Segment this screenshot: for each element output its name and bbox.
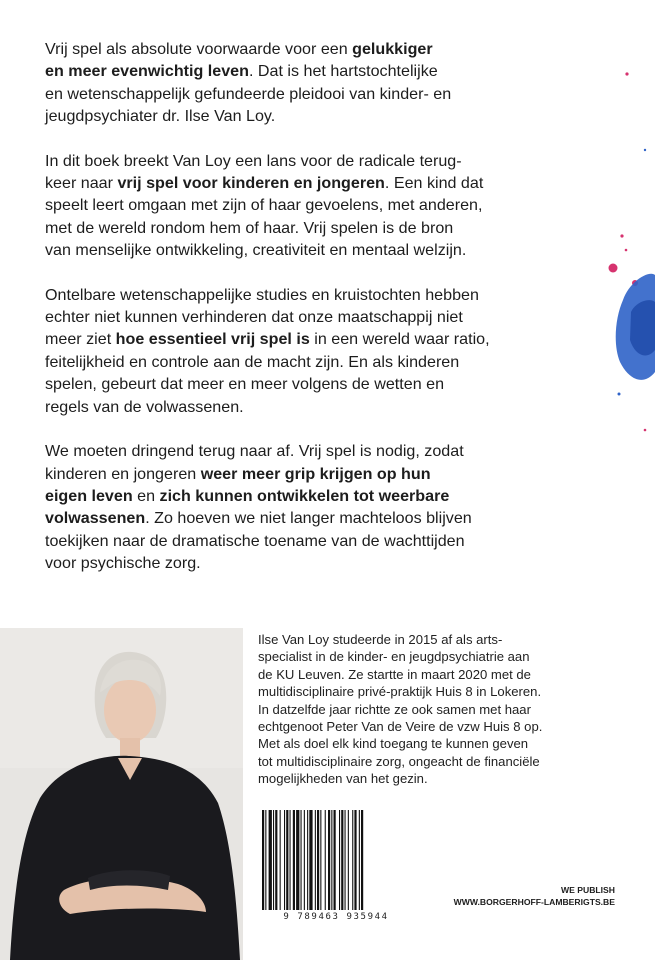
text: voor psychische zorg.: [45, 554, 201, 573]
text: feitelijkheid en controle aan de macht zijn. En als kinderen: [45, 352, 460, 371]
barcode-bar: [341, 810, 343, 910]
barcode-bar: [265, 810, 266, 910]
bold-text: en meer evenwichtig leven: [45, 62, 249, 81]
bio-line: Ilse Van Loy studeerde in 2015 af als arts-: [258, 632, 503, 647]
author-photo: [0, 628, 243, 960]
text: speelt leert omgaan met zijn of haar gevoelens, met anderen,: [45, 196, 483, 215]
barcode-bar: [273, 810, 274, 910]
barcode-bar: [315, 810, 316, 910]
barcode-bar: [284, 810, 285, 910]
bio-line: echtgenoot Peter Van de Veire de vzw Huis 8 op.: [258, 719, 543, 735]
text: meer ziet: [45, 330, 116, 349]
barcode-bar: [269, 810, 272, 910]
bio-line: de KU Leuven. Ze startte in maart 2020 met de: [258, 666, 531, 682]
barcode: [258, 808, 414, 912]
barcode-bar: [359, 810, 360, 910]
barcode-bar: [275, 810, 277, 910]
barcode-bar: [320, 810, 321, 910]
barcode-bar: [296, 810, 299, 910]
blurb-paragraph-1: [45, 38, 605, 128]
barcode-bar: [361, 810, 363, 910]
text: jeugdpsychiater dr. Ilse Van Loy.: [45, 107, 276, 126]
text: en wetenschappelijk gefundeerde pleidooi van kinder- en: [45, 84, 452, 103]
isbn-number: 9 789463 935944: [283, 912, 389, 922]
publisher-info: [454, 884, 615, 908]
barcode-bar: [339, 810, 340, 910]
text: regels van de volwassenen.: [45, 397, 244, 416]
back-cover-blurb: [45, 38, 605, 597]
bold-text: gelukkiger: [352, 40, 433, 58]
barcode-bar: [345, 810, 346, 910]
bold-text: weer meer grip krijgen op hun: [200, 464, 431, 483]
text: echter niet kunnen verhinderen dat onze maatschappij niet: [45, 308, 463, 327]
bold-text: vrij spel voor kinderen en jongeren: [117, 174, 385, 193]
text: . Een kind dat: [384, 174, 484, 193]
text: kinderen en jongeren: [45, 464, 201, 483]
bold-text: hoe essentieel vrij spel is: [115, 330, 310, 349]
bio-line: tot multidisciplinaire zorg, ongeacht de financiële: [258, 753, 540, 769]
bold-text: zich kunnen ontwikkelen tot weerbare: [159, 486, 450, 505]
barcode-bar: [317, 810, 319, 910]
barcode-bar: [328, 810, 330, 910]
barcode-bar: [334, 810, 336, 910]
text: We moeten dringend terug naar af. Vrij spel is nodig, zodat: [45, 442, 464, 461]
blurb-paragraph-4: [45, 440, 605, 574]
text: . Dat is het hartstochtelijke: [248, 62, 438, 81]
barcode-bar: [348, 810, 349, 910]
barcode-bar: [293, 810, 295, 910]
text: spelen, gebeurt dat meer en meer volgens de wetten en: [45, 375, 445, 394]
text: en: [132, 486, 160, 505]
text: In dit boek breekt Van Loy een lans voor de radicale terug-: [45, 151, 462, 170]
bio-line: In datzelfde jaar richtte ze ook samen met haar: [258, 701, 531, 717]
barcode-bar: [262, 810, 264, 910]
bio-line: multidisciplinaire privé-praktijk Huis 8 in Lokeren.: [258, 684, 542, 700]
publisher-website: WWW.BORGERHOFF-LAMBERIGTS.BE: [453, 897, 615, 907]
barcode-bar: [280, 810, 281, 910]
bold-text: volwassenen: [45, 509, 146, 528]
text: met de wereld rondom hem of haar. Vrij spelen is de bron: [45, 218, 454, 237]
barcode-bar: [286, 810, 288, 910]
barcode-bar: [307, 810, 308, 910]
publisher-tagline: WE PUBLISH: [561, 885, 615, 895]
author-bio: [258, 631, 638, 788]
barcode-bar: [309, 810, 312, 910]
barcode-bar: [325, 810, 326, 910]
bold-text: eigen leven: [45, 486, 133, 505]
watercolor-splash: [575, 0, 655, 600]
barcode-bar: [331, 810, 332, 910]
text: van menselijke ontwikkeling, creativiteit en mentaal welzijn.: [45, 241, 467, 260]
bio-line: Met als doel elk kind toegang te kunnen geven: [258, 736, 529, 752]
barcode-bar: [354, 810, 356, 910]
text: in een wereld waar ratio,: [309, 330, 490, 349]
bio-line: specialist in de kinder- en jeugdpsychiatrie aan: [258, 649, 530, 665]
text: . Zo hoeven we niet langer machteloos blijven: [145, 509, 472, 528]
barcode-bar: [301, 810, 302, 910]
text: toekijken naar de dramatische toename van de wachttijden: [45, 531, 465, 550]
barcode-bar: [304, 810, 305, 910]
bio-line: mogelijkheden van het gezin.: [258, 771, 428, 787]
blurb-paragraph-2: [45, 150, 605, 262]
barcode-bar: [352, 810, 353, 910]
text: Vrij spel als absolute voorwaarde voor een: [45, 40, 353, 58]
blurb-paragraph-3: [45, 284, 605, 418]
text: keer naar: [45, 174, 118, 193]
barcode-bar: [290, 810, 291, 910]
text: Ontelbare wetenschappelijke studies en kruistochten hebben: [45, 285, 479, 304]
